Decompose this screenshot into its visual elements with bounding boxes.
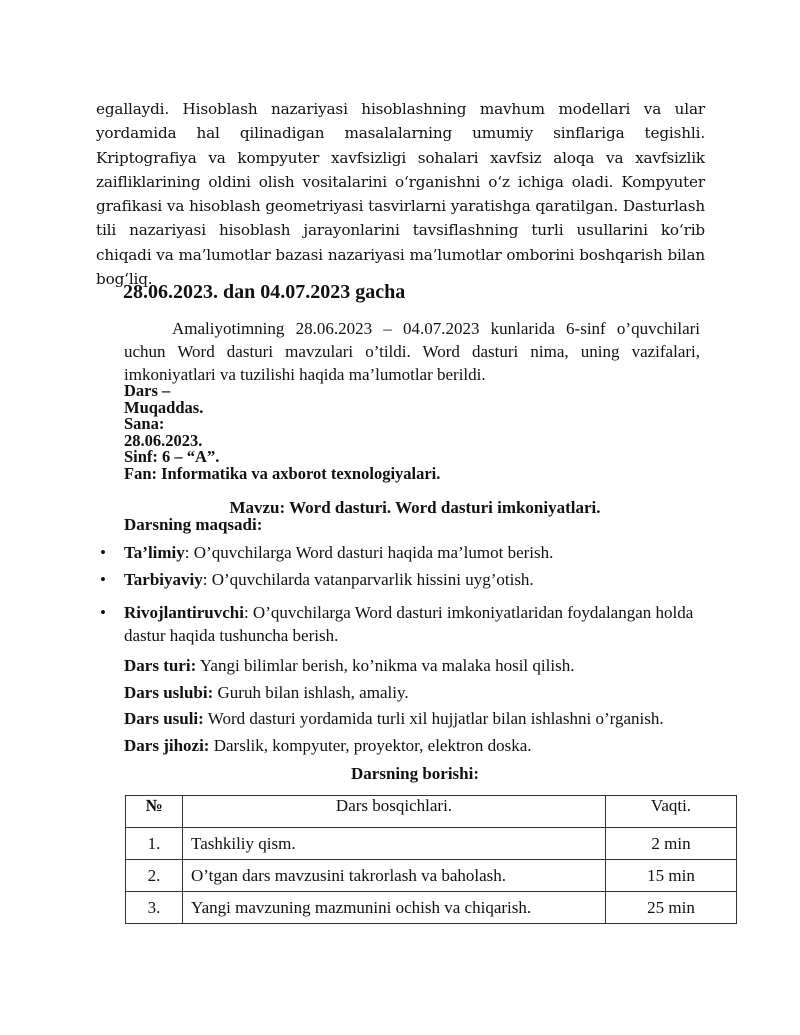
meta-teacher: Muqaddas. [124, 397, 204, 417]
goal-text: : O’quvchilarda vatanparvarlik hissini uyg’otish. [202, 570, 534, 589]
goals-list [100, 541, 710, 647]
goal-item [100, 568, 710, 591]
table-header-row [126, 796, 737, 828]
meta-subject: Fan: Informatika va axborot texnologiyalari. [124, 463, 441, 483]
meta-date-label: Sana: [124, 414, 165, 433]
lesson-type: Dars turi: Yangi bilimlar berish, ko’nikma va malaka hosil qilish. [124, 656, 575, 675]
col-stage-header: Dars bosqichlari. [183, 796, 606, 828]
intro-paragraph: egallaydi. Hisoblash nazariyasi hisoblashning mavhum modellari va ular yordamida hal qilinadigan masalalarning umumiy sinflariga tegishli. Kriptografiya va kompyuter xavfsizligi sohalari xavfsiz aloqa va xavfsizlik zaifliklarining oldini olish vositalarini o‘rganishni o‘z ichiga oladi. Kompyuter grafikasi va hisoblash geometriyasi tasvirlarni yaratishga qaratilgan. Dasturlash tili nazariyasi hisoblash jarayonlarini tavsiflashning turli usullarini ko‘rib chiqadi va ma’lumotlar bazasi nazariyasi ma’lumotlar omborini boshqarish bilan bog‘liq. [96, 100, 705, 289]
meta-lesson: Dars – [124, 381, 171, 400]
col-time-header: Vaqti. [606, 796, 737, 828]
goals-heading: Darsning maqsadi: [124, 515, 263, 534]
progress-heading: Darsning borishi: [351, 764, 479, 783]
goal-text: : O’quvchilarga Word dasturi haqida ma’lumot berish. [184, 543, 554, 562]
row-number: 2. [126, 860, 183, 892]
table-row [126, 828, 737, 860]
row-time: 2 min [606, 828, 737, 860]
col-number-header: № [126, 796, 183, 828]
bullet-icon: • [100, 570, 106, 589]
row-stage: O’tgan dars mavzusini takrorlash va baholash. [183, 860, 606, 892]
lesson-stages-table [125, 795, 737, 924]
goal-label: Tarbiyaviy [124, 570, 203, 589]
bullet-icon: • [100, 543, 106, 562]
row-number: 1. [126, 828, 183, 860]
row-time: 25 min [606, 892, 737, 924]
lesson-topic: Mavzu: Word dasturi. Word dasturi imkoniyatlari. [229, 498, 601, 517]
lesson-equipment: Dars jihozi: Darslik, kompyuter, proyektor, elektron doska. [124, 736, 532, 755]
meta-class: Sinf: 6 – “A”. [124, 447, 220, 466]
lesson-meta [124, 383, 440, 482]
row-number: 3. [126, 892, 183, 924]
practice-paragraph: Amaliyotimning 28.06.2023 – 04.07.2023 kunlarida 6-sinf o’quvchilari uchun Word dasturi mavzulari o’tildi. Word dasturi nima, uning vazifalari, imkoniyatlari va tuzilishi haqida ma’lumotlar berildi. [124, 319, 700, 384]
row-stage: Tashkiliy qism. [183, 828, 606, 860]
meta-date: 28.06.2023. [124, 430, 203, 450]
lesson-style: Dars uslubi: Guruh bilan ishlash, amaliy. [124, 683, 409, 702]
goal-item [100, 601, 710, 647]
table-row [126, 892, 737, 924]
goal-item [100, 541, 710, 564]
lesson-method: Dars usuli: Word dasturi yordamida turli xil hujjatlar bilan ishlashni o’rganish. [124, 709, 664, 728]
table-row [126, 860, 737, 892]
section-heading: 28.06.2023. dan 04.07.2023 gacha [123, 281, 406, 303]
row-stage: Yangi mavzuning mazmunini ochish va chiqarish. [183, 892, 606, 924]
row-time: 15 min [606, 860, 737, 892]
bullet-icon: • [100, 603, 106, 622]
goal-text: : O’quvchilarga Word dasturi imkoniyatlaridan foydalangan holda dastur haqida tushuncha berish. [124, 603, 694, 645]
goal-label: Ta’limiy [124, 543, 185, 562]
goal-label: Rivojlantiruvchi [124, 603, 244, 622]
